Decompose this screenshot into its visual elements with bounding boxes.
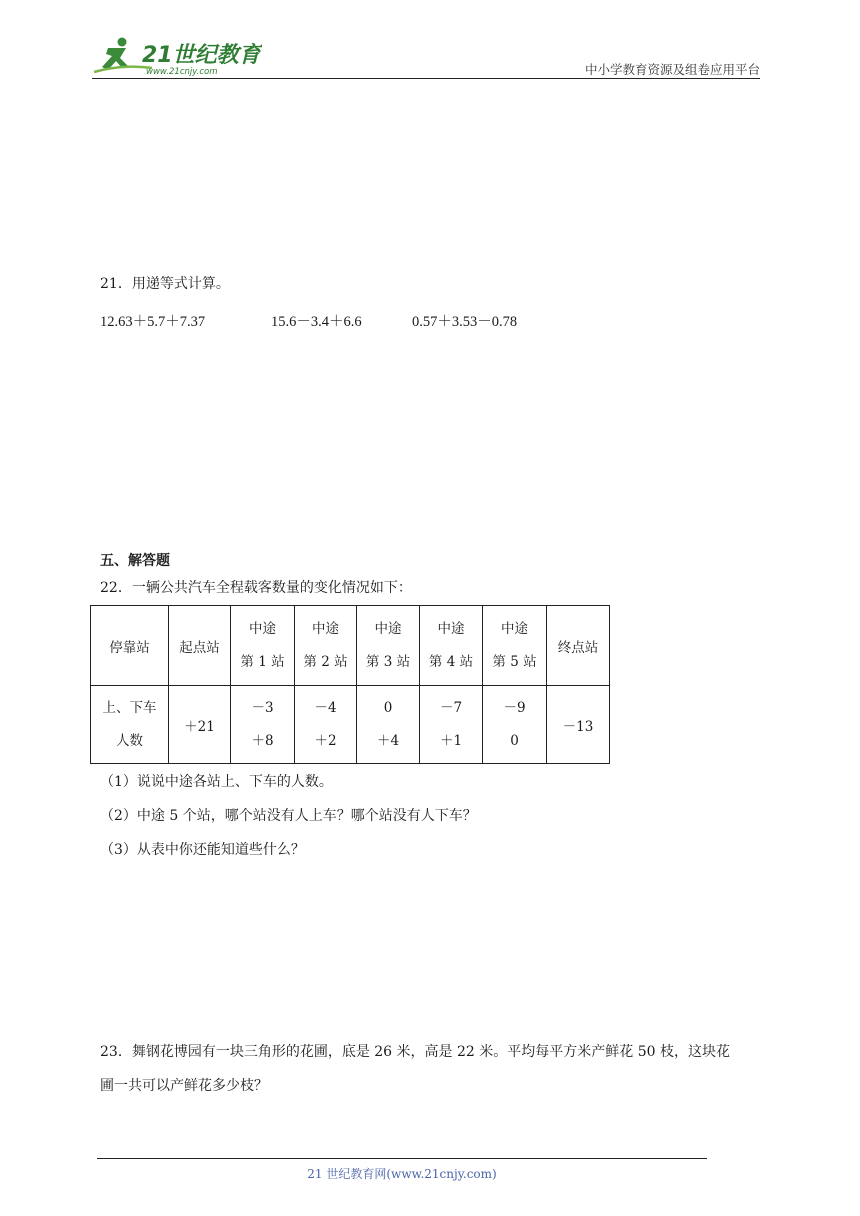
q23-line-2: 圃一共可以产鲜花多少枝？ [100, 1078, 268, 1094]
q22-sub-2: （2）中途 5 个站，哪个站没有人上车？哪个站没有人下车？ [100, 808, 477, 824]
cell-text: 0 [383, 699, 393, 716]
q21-expr-2: 15.6－3.4＋6.6 [271, 314, 362, 330]
header-cell [231, 606, 295, 686]
section-title: 五、解答题 [100, 553, 170, 569]
header-label: 中途 [249, 620, 276, 637]
q21-title: 21．用递等式计算。 [100, 276, 230, 292]
header-cell [91, 606, 169, 686]
table-header-row [91, 606, 610, 686]
table-cell [91, 686, 169, 764]
cell-text: －9 [503, 699, 526, 716]
q22-sub-3: （3）从表中你还能知道些什么？ [100, 842, 305, 858]
cell-text: －13 [562, 718, 594, 735]
cell-text: －3 [251, 699, 274, 716]
table-cell [295, 686, 357, 764]
footer-text: 21 世纪教育网(www.21cnjy.com) [307, 1167, 497, 1181]
header-cell [357, 606, 420, 686]
cell-text: ＋1 [439, 732, 463, 749]
cell-text: ＋2 [314, 732, 337, 749]
header-label: 中途 [374, 620, 402, 637]
header-label: 终点站 [557, 639, 599, 656]
cell-text: 0 [510, 732, 519, 749]
table-cell [420, 686, 483, 764]
header-label: 第 2 站 [303, 653, 348, 670]
cell-text: －4 [314, 699, 337, 716]
q21-expr-3: 0.57＋3.53－0.78 [412, 314, 518, 330]
header-cell [295, 606, 357, 686]
header-platform-text: 中小学教育资源及组卷应用平台 [584, 62, 760, 77]
cell-text: ＋8 [251, 732, 274, 749]
header-label: 起点站 [179, 639, 220, 656]
table-cell [483, 686, 547, 764]
table-cell [169, 686, 231, 764]
header-label: 第 4 站 [428, 653, 474, 670]
header-label: 第 5 站 [492, 653, 537, 670]
cell-text: 人数 [116, 732, 143, 749]
header-divider [92, 78, 760, 79]
cell-text: 上、下车 [102, 699, 157, 716]
logo [92, 34, 262, 78]
table-cell [547, 686, 610, 764]
header-cell [547, 606, 610, 686]
header-label: 中途 [312, 620, 339, 637]
header-label: 中途 [501, 620, 528, 637]
table-cell [231, 686, 295, 764]
q23-line-1: 23．舞钢花博园有一块三角形的花圃，底是 26 米，高是 22 米。平均每平方米产鲜花 50 枝，这块花 [100, 1044, 730, 1060]
header-label: 第 3 站 [365, 653, 411, 670]
q22-title: 22．一辆公共汽车全程载客数量的变化情况如下： [100, 580, 412, 596]
q21-expr-1: 12.63＋5.7＋7.37 [100, 314, 206, 330]
header-label: 中途 [437, 620, 465, 637]
header-cell [483, 606, 547, 686]
header-label: 停靠站 [109, 639, 150, 656]
cell-text: ＋4 [376, 732, 400, 749]
logo-main-text: 21世纪教育 [142, 43, 261, 68]
cell-text: －7 [439, 699, 463, 716]
header-label: 第 1 站 [240, 653, 285, 670]
q22-sub-1: （1）说说中途各站上、下车的人数。 [100, 774, 333, 790]
footer-divider [97, 1158, 707, 1159]
logo-url-text: www.21cnjy.com [146, 67, 218, 77]
cell-text: ＋21 [184, 718, 215, 735]
header-cell [420, 606, 483, 686]
header-cell [169, 606, 231, 686]
table-cell [357, 686, 420, 764]
table-row [91, 686, 610, 764]
bus-passenger-table [90, 605, 610, 764]
